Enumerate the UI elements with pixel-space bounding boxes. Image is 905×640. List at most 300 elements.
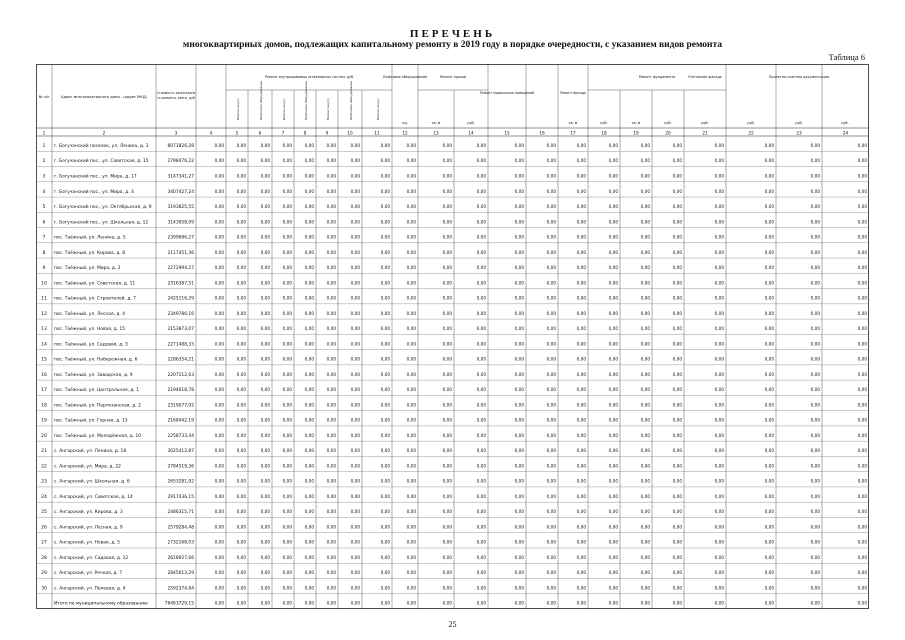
cell-value: 0,00 xyxy=(214,265,224,271)
cell-value: 0,00 xyxy=(857,600,867,606)
cell-value: 0,00 xyxy=(764,524,774,530)
cell-value: 0,00 xyxy=(608,295,618,301)
header-engineering: Ремонт внутридомовых инженерных систем, руб xyxy=(264,75,354,79)
cell-value: 0,00 xyxy=(810,417,820,423)
cell-value: 0,00 xyxy=(442,387,452,393)
cell-value: 0,00 xyxy=(514,387,524,393)
cell-value: 0,00 xyxy=(857,234,867,240)
cell-value: 0,00 xyxy=(380,142,390,148)
cell-value: 0,00 xyxy=(350,432,360,438)
cell-value: 0,00 xyxy=(857,371,867,377)
cell-value: 0,00 xyxy=(442,142,452,148)
cell-value: 0,00 xyxy=(714,478,724,484)
cell-value: 0,00 xyxy=(442,371,452,377)
cell-value: 0,00 xyxy=(282,219,292,225)
cell-number: 16 xyxy=(41,372,47,378)
cell-number: 23 xyxy=(41,479,47,485)
cell-value: 0,00 xyxy=(380,463,390,469)
cell-value: 0,00 xyxy=(810,600,820,606)
cell-total: 2153873,07 xyxy=(167,327,194,333)
cell-value: 0,00 xyxy=(714,310,724,316)
cell-value: 0,00 xyxy=(304,142,314,148)
cell-value: 0,00 xyxy=(640,326,650,332)
cell-value: 0,00 xyxy=(214,371,224,377)
cell-value: 0,00 xyxy=(810,554,820,560)
cell-value: 0,00 xyxy=(546,463,556,469)
cell-value: 0,00 xyxy=(442,463,452,469)
cell-value: 0,00 xyxy=(260,265,270,271)
cell-number: 21 xyxy=(41,449,47,455)
cell-value: 0,00 xyxy=(380,280,390,286)
cell-value: 0,00 xyxy=(476,204,486,210)
cell-value: 0,00 xyxy=(608,265,618,271)
cell-value: 0,00 xyxy=(640,463,650,469)
cell-value: 0,00 xyxy=(714,280,724,286)
cell-value: 0,00 xyxy=(764,570,774,576)
cell-value: 0,00 xyxy=(546,219,556,225)
cell-value: 0,00 xyxy=(350,280,360,286)
cell-value: 0,00 xyxy=(576,448,586,454)
cell-value: 0,00 xyxy=(304,493,314,499)
cell-value: 0,00 xyxy=(640,188,650,194)
cell-value: 0,00 xyxy=(764,280,774,286)
cell-value: 0,00 xyxy=(380,326,390,332)
cell-value: 0,00 xyxy=(326,158,336,164)
cell-value: 0,00 xyxy=(476,585,486,591)
cell-value: 0,00 xyxy=(260,356,270,362)
cell-value: 0,00 xyxy=(514,356,524,362)
cell-value: 0,00 xyxy=(514,554,524,560)
cell-value: 0,00 xyxy=(326,509,336,515)
cell-value: 0,00 xyxy=(350,417,360,423)
cell-value: 0,00 xyxy=(576,570,586,576)
cell-value: 0,00 xyxy=(380,509,390,515)
cell-value: 0,00 xyxy=(260,219,270,225)
cell-value: 0,00 xyxy=(350,448,360,454)
cell-value: 0,00 xyxy=(380,417,390,423)
cell-value: 0,00 xyxy=(764,295,774,301)
cell-total: 2425116,29 xyxy=(167,296,194,302)
column-number: 12 xyxy=(402,130,408,136)
cell-value: 0,00 xyxy=(260,326,270,332)
cell-value: 0,00 xyxy=(714,265,724,271)
cell-value: 0,00 xyxy=(326,463,336,469)
cell-value: 0,00 xyxy=(714,341,724,347)
cell-value: 0,00 xyxy=(764,417,774,423)
cell-total: 3147341,27 xyxy=(167,174,194,180)
cell-number: 28 xyxy=(41,555,47,561)
cell-value: 0,00 xyxy=(714,600,724,606)
cell-value: 0,00 xyxy=(476,554,486,560)
cell-value: 0,00 xyxy=(476,493,486,499)
cell-value: 0,00 xyxy=(764,463,774,469)
cell-value: 0,00 xyxy=(576,463,586,469)
column-number: 1 xyxy=(42,130,46,136)
cell-value: 0,00 xyxy=(714,585,724,591)
cell-value: 0,00 xyxy=(514,326,524,332)
cell-value: 0,00 xyxy=(764,173,774,179)
header-basement: Ремонт подвальных помещений xyxy=(479,91,535,95)
cell-value: 0,00 xyxy=(857,158,867,164)
cell-value: 0,00 xyxy=(857,585,867,591)
cell-value: 0,00 xyxy=(608,371,618,377)
cell-value: 0,00 xyxy=(476,265,486,271)
cell-value: 0,00 xyxy=(442,341,452,347)
cell-value: 0,00 xyxy=(672,173,682,179)
cell-value: 0,00 xyxy=(304,463,314,469)
cell-value: 0,00 xyxy=(714,188,724,194)
cell-value: 0,00 xyxy=(810,371,820,377)
cell-total: 2579284,48 xyxy=(167,525,194,531)
cell-value: 0,00 xyxy=(857,188,867,194)
column-number: 8 xyxy=(303,130,307,136)
cell-value: 0,00 xyxy=(576,158,586,164)
cell-value: 0,00 xyxy=(380,204,390,210)
subheader-unit: руб. xyxy=(747,121,755,125)
cell-value: 0,00 xyxy=(282,585,292,591)
cell-value: 0,00 xyxy=(350,402,360,408)
cell-address: с. Ангарский, ул. Полевая, д. 4 xyxy=(54,586,126,592)
cell-value: 0,00 xyxy=(326,524,336,530)
cell-number: 7 xyxy=(42,235,46,241)
cell-value: 0,00 xyxy=(304,524,314,530)
cell-value: 0,00 xyxy=(350,463,360,469)
column-number: 16 xyxy=(539,130,545,136)
cell-value: 0,00 xyxy=(810,341,820,347)
cell-address: пос. Таёжный, ул. Молодёжная, д. 10 xyxy=(54,433,142,439)
cell-value: 0,00 xyxy=(640,493,650,499)
cell-value: 0,00 xyxy=(406,585,416,591)
cell-value: 0,00 xyxy=(608,493,618,499)
cell-total: 2653281,92 xyxy=(167,479,194,485)
header-total-cost: Стоимость капитально xyxy=(156,91,196,95)
cell-value: 0,00 xyxy=(857,463,867,469)
cell-value: 0,00 xyxy=(214,478,224,484)
cell-value: 0,00 xyxy=(576,371,586,377)
cell-number: 9 xyxy=(42,266,46,272)
cell-value: 0,00 xyxy=(350,326,360,332)
cell-value: 0,00 xyxy=(350,158,360,164)
cell-value: 0,00 xyxy=(576,387,586,393)
cell-value: 0,00 xyxy=(764,402,774,408)
cell-value: 0,00 xyxy=(260,204,270,210)
subheader-unit: руб. xyxy=(664,121,672,125)
cell-value: 0,00 xyxy=(282,158,292,164)
cell-value: 0,00 xyxy=(810,509,820,515)
cell-value: 0,00 xyxy=(236,295,246,301)
cell-value: 0,00 xyxy=(608,326,618,332)
cell-value: 0,00 xyxy=(514,341,524,347)
cell-value: 0,00 xyxy=(514,295,524,301)
cell-number: 19 xyxy=(41,418,47,424)
subheader-unit: кв. м xyxy=(631,121,641,125)
cell-value: 0,00 xyxy=(764,234,774,240)
cell-value: 0,00 xyxy=(350,142,360,148)
cell-value: 0,00 xyxy=(476,341,486,347)
header-facade: Ремонт фасада xyxy=(560,91,586,95)
cell-value: 0,00 xyxy=(326,387,336,393)
cell-value: 0,00 xyxy=(326,417,336,423)
cell-value: 0,00 xyxy=(214,341,224,347)
cell-value: 0,00 xyxy=(514,310,524,316)
cell-value: 0,00 xyxy=(476,463,486,469)
cell-value: 0,00 xyxy=(608,387,618,393)
cell-value: 0,00 xyxy=(214,463,224,469)
cell-value: 0,00 xyxy=(406,219,416,225)
cell-value: 0,00 xyxy=(608,448,618,454)
cell-value: 0,00 xyxy=(608,310,618,316)
cell-value: 0,00 xyxy=(406,158,416,164)
header-address: Адрес многоквартирного дома - (адрес МКД) xyxy=(61,95,147,99)
cell-value: 0,00 xyxy=(260,524,270,530)
cell-value: 0,00 xyxy=(406,463,416,469)
cell-value: 0,00 xyxy=(282,204,292,210)
cell-value: 0,00 xyxy=(714,234,724,240)
header-insulation: Утепление фасада xyxy=(688,75,722,79)
cell-value: 0,00 xyxy=(260,173,270,179)
cell-value: 0,00 xyxy=(476,234,486,240)
cell-value: 0,00 xyxy=(764,265,774,271)
cell-value: 0,00 xyxy=(672,524,682,530)
cell-number: 17 xyxy=(41,388,47,394)
cell-value: 0,00 xyxy=(576,280,586,286)
cell-value: 0,00 xyxy=(442,509,452,515)
cell-value: 0,00 xyxy=(546,524,556,530)
cell-value: 0,00 xyxy=(350,234,360,240)
cell-total: 3025412,87 xyxy=(167,449,194,455)
cell-value: 0,00 xyxy=(714,356,724,362)
cell-value: 0,00 xyxy=(576,585,586,591)
cell-value: 0,00 xyxy=(546,432,556,438)
cell-value: 0,00 xyxy=(282,356,292,362)
cell-value: 0,00 xyxy=(514,249,524,255)
cell-number: 6 xyxy=(42,220,46,226)
cell-value: 0,00 xyxy=(304,249,314,255)
cell-value: 0,00 xyxy=(380,524,390,530)
cell-value: 0,00 xyxy=(640,219,650,225)
cell-value: 0,00 xyxy=(282,432,292,438)
header-vertical: Лифтовое оборудование xyxy=(349,80,353,120)
cell-value: 0,00 xyxy=(810,326,820,332)
cell-value: 0,00 xyxy=(350,524,360,530)
cell-value: 0,00 xyxy=(546,188,556,194)
cell-value: 0,00 xyxy=(714,326,724,332)
column-number: 10 xyxy=(347,130,353,136)
cell-value: 0,00 xyxy=(476,509,486,515)
cell-value: 0,00 xyxy=(476,295,486,301)
cell-value: 0,00 xyxy=(406,173,416,179)
cell-value: 0,00 xyxy=(857,249,867,255)
cell-value: 0,00 xyxy=(608,204,618,210)
cell-value: 0,00 xyxy=(476,173,486,179)
cell-total: 2272994,27 xyxy=(167,266,194,272)
cell-value: 0,00 xyxy=(214,585,224,591)
cell-value: 0,00 xyxy=(236,524,246,530)
cell-value: 0,00 xyxy=(476,188,486,194)
cell-address: пос. Таёжный, ул. Новая, д. 15 xyxy=(54,327,126,333)
cell-value: 0,00 xyxy=(282,539,292,545)
cell-value: 0,00 xyxy=(810,142,820,148)
cell-value: 0,00 xyxy=(406,524,416,530)
cell-total: 8071826,28 xyxy=(167,143,194,149)
cell-value: 0,00 xyxy=(857,493,867,499)
cell-value: 0,00 xyxy=(476,432,486,438)
cell-value: 0,00 xyxy=(546,142,556,148)
cell-value: 0,00 xyxy=(608,142,618,148)
cell-address: пос. Таёжный, ул. Мира, д. 2 xyxy=(54,266,121,272)
cell-value: 0,00 xyxy=(236,448,246,454)
cell-value: 0,00 xyxy=(672,570,682,576)
cell-total: 2845613,29 xyxy=(167,571,194,577)
cell-value: 0,00 xyxy=(236,219,246,225)
cell-value: 0,00 xyxy=(442,600,452,606)
cell-value: 0,00 xyxy=(672,539,682,545)
cell-value: 0,00 xyxy=(576,356,586,362)
cell-value: 0,00 xyxy=(260,371,270,377)
cell-value: 0,00 xyxy=(380,570,390,576)
header-vertical: Ремонт внутр xyxy=(326,98,330,120)
cell-value: 0,00 xyxy=(326,173,336,179)
cell-value: 0,00 xyxy=(406,600,416,606)
cell-total: 2917436,15 xyxy=(167,494,194,500)
cell-value: 0,00 xyxy=(546,570,556,576)
cell-total: 2486315,71 xyxy=(167,510,194,516)
cell-value: 0,00 xyxy=(514,570,524,576)
cell-value: 0,00 xyxy=(260,249,270,255)
cell-value: 0,00 xyxy=(764,387,774,393)
cell-value: 0,00 xyxy=(764,448,774,454)
cell-value: 0,00 xyxy=(326,326,336,332)
cell-value: 0,00 xyxy=(810,524,820,530)
cell-value: 0,00 xyxy=(282,173,292,179)
cell-value: 0,00 xyxy=(714,402,724,408)
cell-value: 0,00 xyxy=(406,478,416,484)
cell-value: 0,00 xyxy=(576,554,586,560)
cell-value: 0,00 xyxy=(640,142,650,148)
cell-value: 0,00 xyxy=(714,249,724,255)
cell-value: 0,00 xyxy=(576,204,586,210)
cell-value: 0,00 xyxy=(576,295,586,301)
cell-value: 0,00 xyxy=(406,417,416,423)
cell-value: 0,00 xyxy=(442,448,452,454)
cell-value: 0,00 xyxy=(282,371,292,377)
cell-value: 0,00 xyxy=(406,142,416,148)
cell-value: 0,00 xyxy=(546,371,556,377)
cell-value: 0,00 xyxy=(640,234,650,240)
cell-value: 0,00 xyxy=(406,371,416,377)
header-vertical: Лифтовое оборудование xyxy=(259,80,263,120)
cell-value: 0,00 xyxy=(380,371,390,377)
table-number: Таблица 6 xyxy=(828,52,865,62)
cell-value: 0,00 xyxy=(546,341,556,347)
cell-value: 0,00 xyxy=(350,219,360,225)
cell-value: 0,00 xyxy=(672,509,682,515)
cell-value: 0,00 xyxy=(764,539,774,545)
cell-value: 0,00 xyxy=(546,204,556,210)
cell-value: 0,00 xyxy=(326,219,336,225)
cell-value: 0,00 xyxy=(326,585,336,591)
cell-value: 0,00 xyxy=(282,387,292,393)
cell-value: 0,00 xyxy=(406,341,416,347)
cell-value: 0,00 xyxy=(326,539,336,545)
cell-value: 0,00 xyxy=(214,493,224,499)
cell-address: г. Богучанский пос., ул. Октябрьская, д. 9 xyxy=(54,205,152,211)
cell-value: 0,00 xyxy=(406,493,416,499)
cell-value: 0,00 xyxy=(857,432,867,438)
cell-value: 0,00 xyxy=(304,417,314,423)
cell-value: 0,00 xyxy=(764,493,774,499)
cell-value: 0,00 xyxy=(236,509,246,515)
cell-value: 0,00 xyxy=(236,142,246,148)
cell-value: 0,00 xyxy=(350,204,360,210)
cell-value: 0,00 xyxy=(282,341,292,347)
cell-value: 0,00 xyxy=(672,158,682,164)
cell-value: 0,00 xyxy=(304,341,314,347)
cell-value: 0,00 xyxy=(350,570,360,576)
cell-value: 0,00 xyxy=(214,310,224,316)
cell-value: 0,00 xyxy=(608,554,618,560)
cell-value: 0,00 xyxy=(608,173,618,179)
cell-value: 0,00 xyxy=(546,280,556,286)
cell-value: 0,00 xyxy=(714,387,724,393)
cell-value: 0,00 xyxy=(380,234,390,240)
cell-value: 0,00 xyxy=(546,417,556,423)
cell-value: 0,00 xyxy=(546,585,556,591)
cell-total: 3143958,09 xyxy=(167,220,194,226)
cell-value: 0,00 xyxy=(857,570,867,576)
cell-number: 5 xyxy=(42,205,46,211)
cell-value: 0,00 xyxy=(304,585,314,591)
cell-value: 0,00 xyxy=(326,310,336,316)
cell-number: 22 xyxy=(41,464,47,470)
cell-value: 0,00 xyxy=(714,493,724,499)
cell-value: 0,00 xyxy=(260,188,270,194)
cell-value: 0,00 xyxy=(326,402,336,408)
cell-value: 0,00 xyxy=(810,310,820,316)
cell-value: 0,00 xyxy=(576,173,586,179)
cell-value: 0,00 xyxy=(326,448,336,454)
cell-value: 0,00 xyxy=(608,524,618,530)
cell-value: 0,00 xyxy=(857,539,867,545)
cell-value: 0,00 xyxy=(514,432,524,438)
cell-value: 0,00 xyxy=(260,387,270,393)
cell-value: 0,00 xyxy=(576,509,586,515)
capital-repair-table xyxy=(36,64,869,609)
cell-value: 0,00 xyxy=(304,173,314,179)
cell-value: 0,00 xyxy=(514,493,524,499)
cell-value: 0,00 xyxy=(304,234,314,240)
cell-value: 0,00 xyxy=(214,295,224,301)
cell-value: 0,00 xyxy=(260,158,270,164)
cell-value: 0,00 xyxy=(442,310,452,316)
column-number: 13 xyxy=(433,130,439,136)
cell-total: 2349786,16 xyxy=(167,311,194,317)
cell-value: 0,00 xyxy=(476,356,486,362)
cell-address: г. Богучанский поселок, ул. Ленина, д. 3 xyxy=(54,143,149,149)
cell-value: 0,00 xyxy=(608,234,618,240)
cell-value: 0,00 xyxy=(442,432,452,438)
cell-value: 0,00 xyxy=(406,310,416,316)
cell-value: 0,00 xyxy=(640,600,650,606)
cell-address: пос. Таёжный, ул. Ленина, д. 5 xyxy=(54,235,126,241)
cell-value: 0,00 xyxy=(406,188,416,194)
cell-value: 0,00 xyxy=(810,448,820,454)
cell-value: 0,00 xyxy=(672,448,682,454)
cell-address: с. Ангарский, ул. Речная, д. 7 xyxy=(54,571,123,577)
cell-value: 0,00 xyxy=(640,204,650,210)
total-row-value: 78463729,15 xyxy=(164,601,194,607)
cell-value: 0,00 xyxy=(576,493,586,499)
